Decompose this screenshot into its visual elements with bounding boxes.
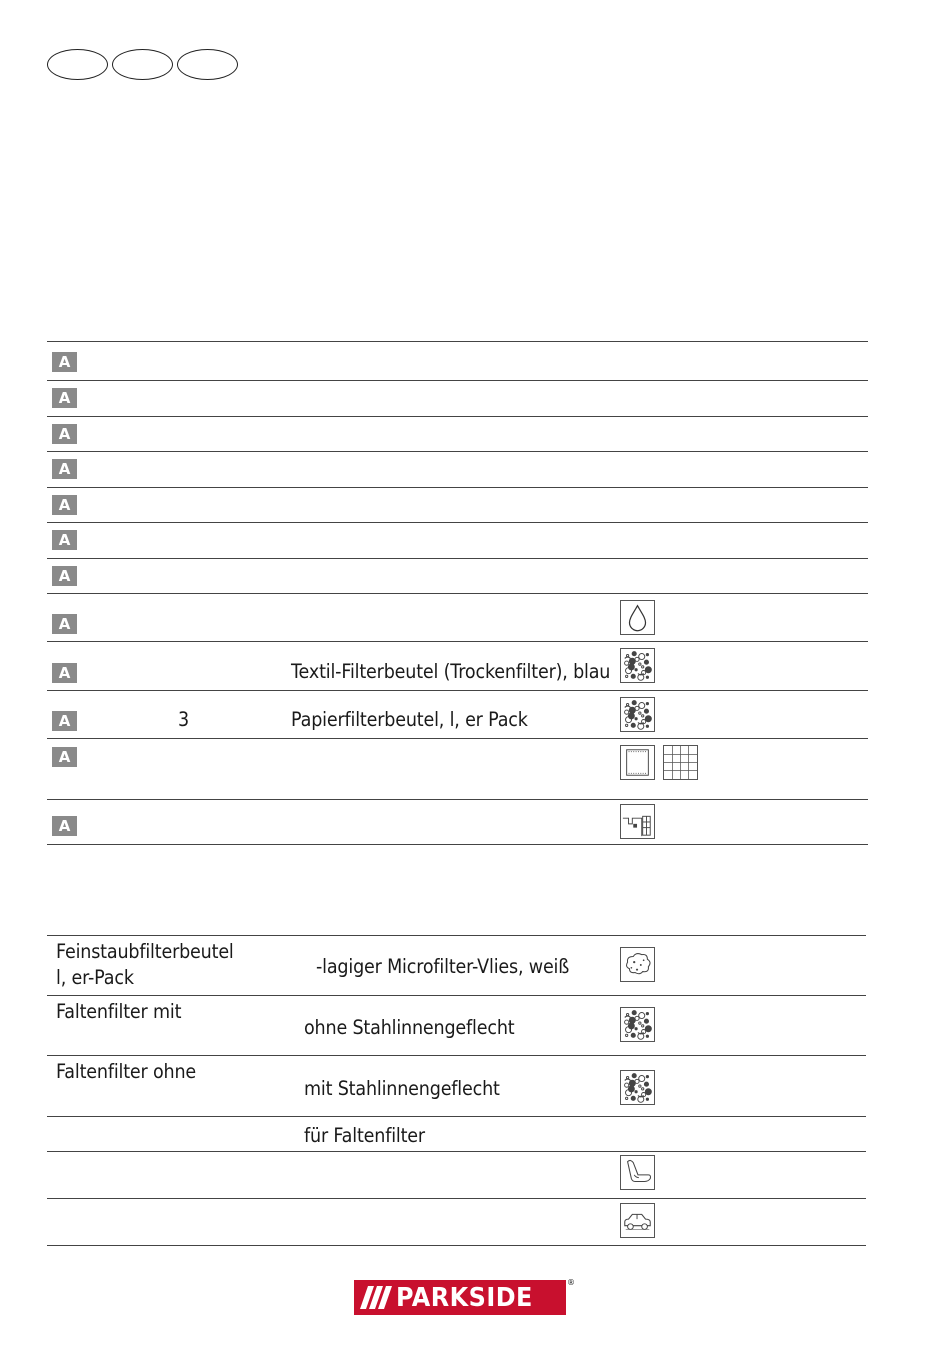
- parkside-logo: [354, 1278, 575, 1315]
- item-description: mit Stahlinnengeflecht: [304, 1077, 500, 1100]
- position-badge: A: [52, 816, 77, 836]
- table-rule: [47, 935, 866, 936]
- item-description: -lagiger Microfilter-Vlies, weiß: [316, 955, 570, 978]
- dust-particles-icon: [620, 648, 655, 683]
- position-badge: A: [52, 495, 77, 515]
- car-seat-icon: [620, 1155, 655, 1190]
- position-badge: A: [52, 747, 77, 767]
- table-rule: [47, 451, 868, 452]
- table-rule: [47, 1055, 866, 1056]
- position-badge: A: [52, 614, 77, 634]
- table-rule: [47, 1198, 866, 1199]
- table-rule: [47, 487, 868, 488]
- position-badge: A: [52, 530, 77, 550]
- item-name-line: Faltenfilter mit: [56, 1000, 182, 1023]
- table-rule: [47, 690, 868, 691]
- car-icon: [620, 1203, 655, 1238]
- table-rule: [47, 844, 868, 845]
- dust-particles-icon: [620, 1007, 655, 1042]
- position-badge: A: [52, 424, 77, 444]
- table-rule: [47, 738, 868, 739]
- part-quantity: 3: [178, 708, 189, 731]
- water-drop-icon: [620, 600, 655, 635]
- dust-particles-icon: [620, 1070, 655, 1105]
- position-badge: A: [52, 388, 77, 408]
- language-ovals: [47, 49, 238, 80]
- table-rule: [47, 799, 868, 800]
- panel-icon: [620, 745, 655, 780]
- workshop-icon: [620, 804, 655, 839]
- dust-particles-icon: [620, 697, 655, 732]
- item-name-line: Feinstaubfilterbeutel: [56, 940, 234, 963]
- logo-stripes-icon: [354, 1280, 394, 1315]
- grid-icon: [663, 745, 698, 780]
- item-description: ohne Stahlinnengeflecht: [304, 1016, 515, 1039]
- position-badge: A: [52, 711, 77, 731]
- table-rule: [47, 558, 868, 559]
- language-oval: [177, 49, 238, 80]
- table-rule: [47, 995, 866, 996]
- table-rule: [47, 380, 868, 381]
- part-description: Papierfilterbeutel, l, er Pack: [291, 708, 528, 731]
- table-rule: [47, 1245, 866, 1246]
- position-badge: A: [52, 459, 77, 479]
- registered-mark: ®: [567, 1278, 575, 1287]
- part-description: Textil-Filterbeutel (Trockenfilter), blau: [291, 659, 611, 683]
- table-rule: [47, 341, 868, 342]
- fine-dust-icon: [620, 947, 655, 982]
- table-rule: [47, 641, 868, 642]
- position-badge: A: [52, 663, 77, 683]
- table-rule: [47, 1151, 866, 1152]
- logo-text: PARKSIDE: [396, 1282, 533, 1313]
- position-badge: A: [52, 352, 77, 372]
- table-rule: [47, 1116, 866, 1117]
- item-name-line: l, er-Pack: [56, 966, 134, 989]
- language-oval: [47, 49, 108, 80]
- item-name-line: Faltenfilter ohne: [56, 1060, 197, 1083]
- table-rule: [47, 593, 868, 594]
- table-rule: [47, 416, 868, 417]
- position-badge: A: [52, 566, 77, 586]
- language-oval: [112, 49, 173, 80]
- item-description: für Faltenfilter: [304, 1124, 425, 1147]
- table-rule: [47, 522, 868, 523]
